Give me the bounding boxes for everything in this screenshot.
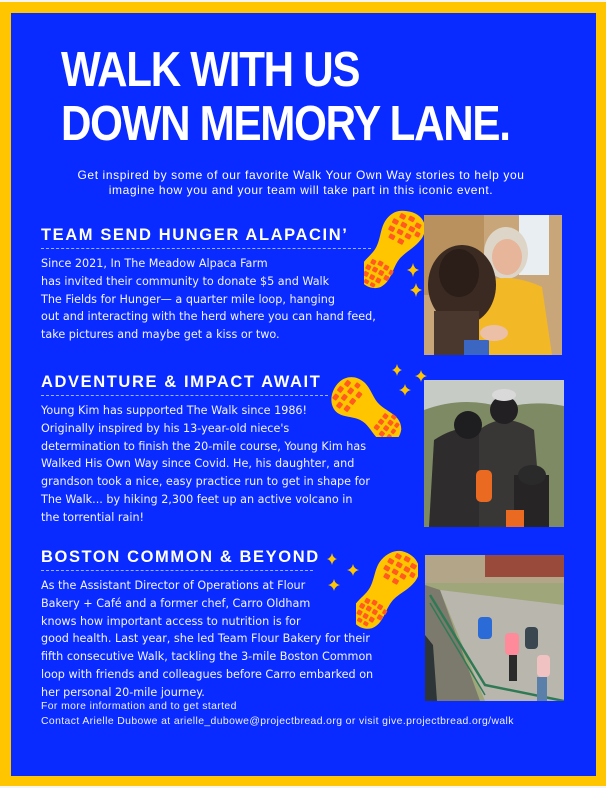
headline-line-1: WALK WITH US bbox=[61, 43, 360, 97]
intro-line-1: Get inspired by some of our favorite Walk Your Own Way stories to help you bbox=[77, 168, 525, 182]
story-line: loop with friends and colleagues before Carro embarked on bbox=[41, 667, 374, 681]
story-body bbox=[41, 577, 373, 702]
footer-contact-text: Contact Arielle Dubowe at bbox=[41, 716, 174, 727]
story-line: out and interacting with the herd where you can hand feed, bbox=[41, 310, 376, 324]
story-line: determination to finish the 20-mile course, Young Kim has bbox=[41, 439, 367, 453]
dashed-divider bbox=[41, 248, 371, 249]
story-line: Young Kim has supported The Walk since 1986! bbox=[41, 404, 308, 417]
story-title: BOSTON COMMON & BEYOND bbox=[41, 548, 320, 566]
story-body bbox=[41, 402, 370, 527]
photo-walkers-on-path bbox=[425, 555, 564, 701]
story-line: take pictures and maybe get a kiss or two. bbox=[41, 328, 280, 342]
story-line: As the Assistant Director of Operations at Flour bbox=[41, 579, 306, 592]
story-title: ADVENTURE & IMPACT AWAIT bbox=[41, 373, 322, 391]
page-border bbox=[0, 2, 606, 786]
walk-website-link[interactable]: give.projectbread.org/walk bbox=[382, 716, 514, 727]
story-title: TEAM SEND HUNGER ALAPACIN’ bbox=[41, 226, 349, 244]
dashed-divider bbox=[41, 570, 313, 571]
story-line: The Walk... by hiking 2,300 feet up an active volcano in bbox=[41, 492, 353, 506]
boot-print-icon bbox=[356, 547, 418, 637]
photo-woman-with-alpaca bbox=[424, 215, 562, 355]
story-line: grandson took a nice, easy practice run to get in shape for bbox=[41, 475, 370, 489]
flyer-panel bbox=[11, 13, 596, 776]
footer-line-2 bbox=[41, 714, 514, 729]
story-team-send-hunger bbox=[41, 226, 376, 344]
footer-connector-text: or visit bbox=[342, 716, 383, 727]
story-line: Bakery + Café and a former chef, Carro Oldham bbox=[41, 596, 311, 610]
story-line: the torrential rain! bbox=[41, 510, 145, 524]
contact-email-link[interactable]: arielle_dubowe@projectbread.org bbox=[173, 716, 343, 727]
story-adventure-impact bbox=[41, 373, 370, 527]
story-line: knows how important access to nutrition is for bbox=[41, 614, 301, 628]
intro-line-2: imagine how you and your team will take part in this iconic event. bbox=[108, 183, 494, 197]
story-body bbox=[41, 255, 376, 344]
story-line: The Fields for Hunger— a quarter mile loop, hanging bbox=[41, 292, 335, 306]
story-line: good health. Last year, she led Team Flour Bakery for their bbox=[41, 632, 370, 646]
story-line: fifth consecutive Walk, tackling the 3-mile Boston Common bbox=[41, 650, 373, 664]
intro-text bbox=[41, 168, 561, 198]
story-line: has invited their community to donate $5 and Walk bbox=[41, 274, 330, 288]
headline bbox=[61, 43, 508, 151]
story-line: Walked His Own Way since Covid. He, his daughter, and bbox=[41, 457, 355, 471]
story-line: Since 2021, In The Meadow Alpaca Farm bbox=[41, 257, 268, 270]
headline-line-2: DOWN MEMORY LANE. bbox=[61, 97, 510, 151]
footer-line-1: For more information and to get started bbox=[41, 701, 237, 712]
story-line: Originally inspired by his 13-year-old niece's bbox=[41, 421, 290, 435]
contact-footer bbox=[41, 699, 514, 729]
story-line: her personal 20-mile journey. bbox=[41, 685, 205, 699]
story-boston-common bbox=[41, 548, 373, 702]
photo-hikers-in-gas-masks bbox=[424, 380, 564, 527]
dashed-divider bbox=[41, 395, 328, 396]
